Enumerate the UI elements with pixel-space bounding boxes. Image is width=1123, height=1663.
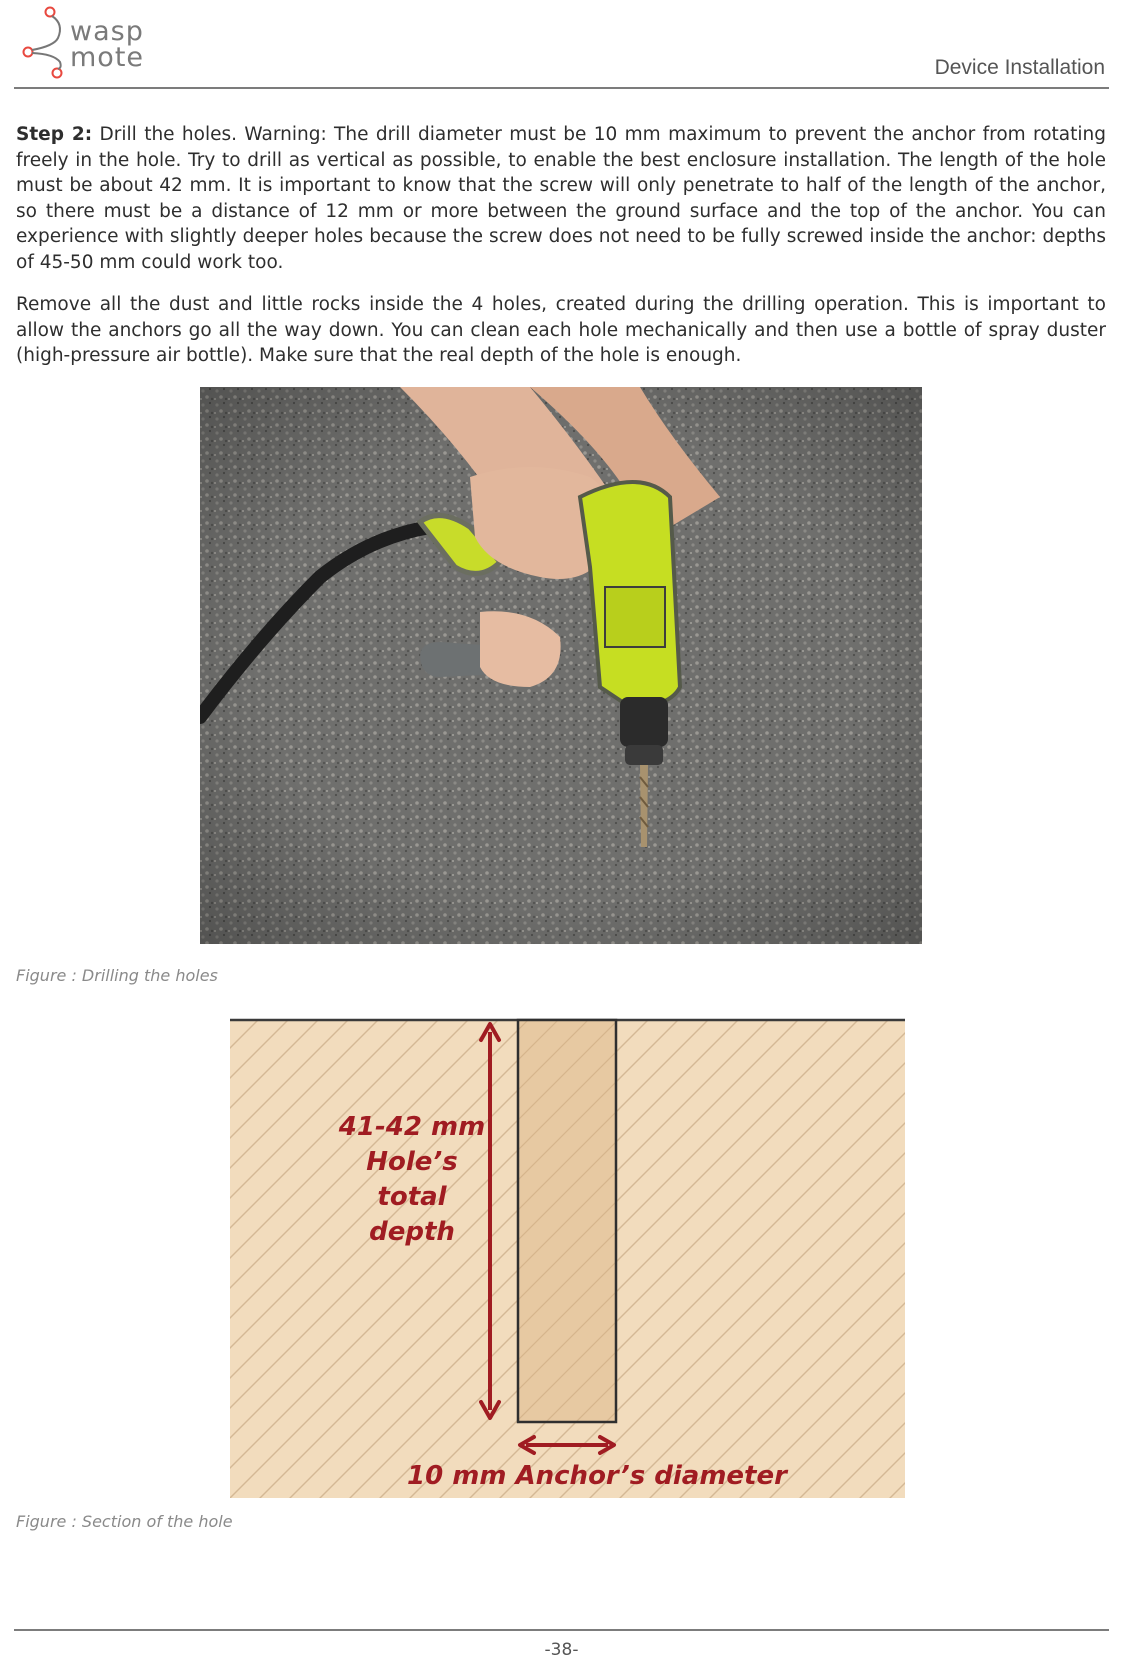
drilling-photo <box>200 387 922 944</box>
step-2-paragraph <box>16 122 1106 275</box>
section-title: Device Installation <box>934 56 1105 79</box>
waspmote-logo <box>14 2 194 80</box>
depth-label-line-2: Hole’s <box>366 1147 458 1177</box>
logo-wordmark-bottom: mote <box>70 42 145 73</box>
diameter-label: 10 mm Anchor’s diameter <box>407 1461 787 1491</box>
step-label: Step 2: <box>16 124 93 145</box>
figure-caption-drilling: Figure : Drilling the holes <box>16 966 218 985</box>
depth-label-line-3: total <box>377 1182 447 1212</box>
hole-section-diagram <box>230 1018 905 1498</box>
depth-label-line-1: 41-42 mm <box>338 1112 486 1142</box>
figure-caption-section: Figure : Section of the hole <box>16 1512 233 1531</box>
footer-divider <box>14 1629 1109 1631</box>
page-number: -38- <box>544 1640 579 1660</box>
cleaning-paragraph: Remove all the dust and little rocks inside the 4 holes, created during the drilling operation. This is important to allow the anchors go all the way down. You can clean each hole mechanically and then use a bottle of spray duster (high-pressure air bottle). Make sure that the real depth of the hole is enough. <box>16 294 1106 366</box>
depth-label-line-4: depth <box>369 1217 455 1247</box>
logo-wordmark-top: wasp <box>70 16 144 47</box>
header-divider <box>14 87 1109 89</box>
step-2-text: Drill the holes. Warning: The drill diameter must be 10 mm maximum to prevent the anchor from rotating freely in the hole. Try to drill as vertical as possible, to enable the best enclosure installation. The length of the hole must be about 42 mm. It is important to know that the screw will only penetrate to half of the length of the anchor, so there must be a distance of 12 mm or more between the ground surface and the top of the anchor. You can experience with slightly deeper holes because the screw does not need to be fully screwed inside the anchor: depths of 45-50 mm could work too. <box>16 124 1106 273</box>
hole-outline <box>518 1020 616 1422</box>
